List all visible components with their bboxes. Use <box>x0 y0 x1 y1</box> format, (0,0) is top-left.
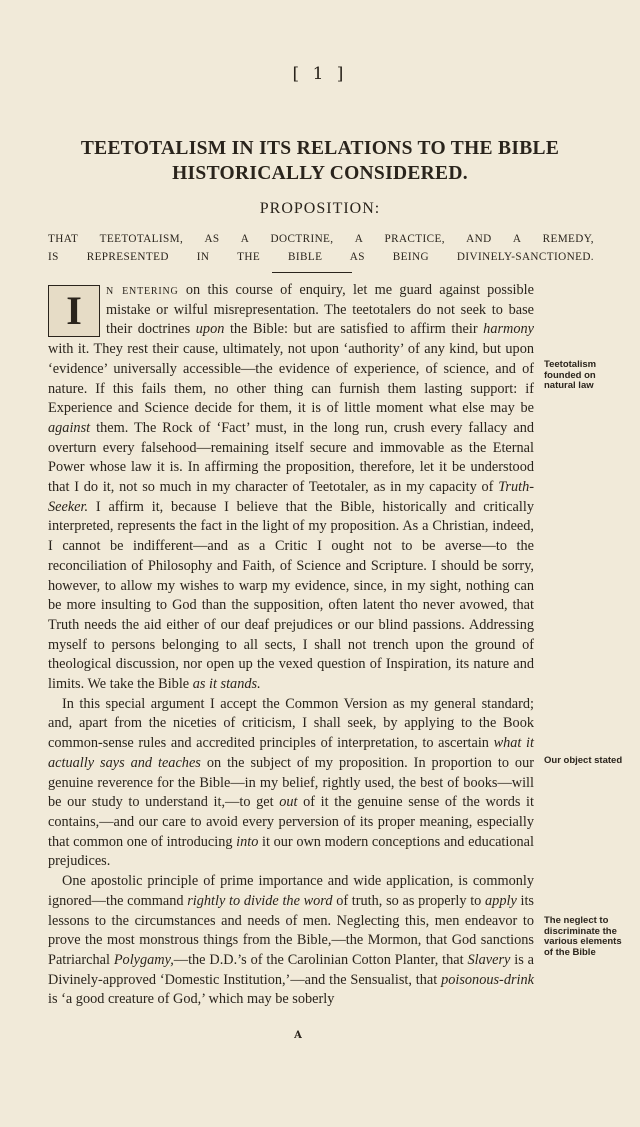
opening-words: n entering <box>106 282 179 298</box>
body-text <box>48 281 534 1010</box>
chapter-title-line-2: HISTORICALLY CONSIDERED. <box>172 163 468 184</box>
drop-cap: I <box>48 285 100 337</box>
paragraph-3: One apostolic principle of prime importance and wide application, is commonly ignored—the command rightly to divide the word of truth, so as properly to apply its lessons to the circumstances and needs of men. Neglecting this, men endeavor to prove the most monstrous things from the Bible,—the Mormon, that God sanctions Patriarchal Polygamy,—the D.D.’s of the Carolinian Cotton Planter, that Slavery is a Divinely-approved ‘Domestic Institution,’—and the Sensualist, that poisonous-drink is ‘a good creature of God,’ which may be soberly <box>48 873 535 1008</box>
proposition-line-1: THAT TEETOTALISM, AS A DOCTRINE, A PRACTICE, AND A REMEDY, <box>48 233 594 245</box>
paragraph-1: I n entering on this course of enquiry, let me guard against possible mistake or wilful misrepresentation. The teetotalers do not seek to base their doctrines upon the Bible: but are satisfied to affirm their harmony with it. They rest their cause, ultimately, not upon ‘authority’ of any kind, but upon ‘evidence’ universally accessible—the evidence of experience, of science, and of nature. If this fails them, no other thing can furnish them lasting support: if Experience and Science decide for them, it is of little moment what else may be against them. The Rock of ‘Fact’ must, in the long run, crush every fallacy and overturn every falsehood—remaining itself secure and immovable as the Eternal Power whose law it is. In affirming the proposition, therefore, let it be understood that I do it, not so much in my character of Teetotaler, as in my capacity of Truth-Seeker. I affirm it, because I believe that the Bible, historically and critically interpreted, represents the fact in the light of my proposition. As a Christian, indeed, I cannot be indifferent—and as a Critic I ought not to be averse—to the reconciliation of Philosophy and Faith, of Science and Scripture. I should be sorry, however, to allow my wishes to warp my evidence, since, in my sight, nothing can be more insulting to God than the supposition, often latent tho never avowed, that Truth needs the aid either of our deaf prejudices or our blind passions. Addressing myself to persons belonging to all sects, I shall not trench upon the ground of theological discussion, nor open up the vexed question of Inspiration, its nature and limits. We take the Bible as it stands. <box>48 282 534 693</box>
chapter-title-line-1: TEETOTALISM IN ITS RELATIONS TO THE BIBLE <box>80 138 560 159</box>
proposition-line-2: IS REPRESENTED IN THE BIBLE AS BEING DIVINELY-SANCTIONED. <box>48 251 594 263</box>
proposition-statement <box>48 230 594 266</box>
section-divider <box>272 272 352 273</box>
margin-note-bible-elements: The neglect to discriminate the various elements of the Bible <box>544 915 622 958</box>
margin-note-object-stated: Our object stated <box>544 755 623 766</box>
chapter-title <box>40 136 600 186</box>
page-number: [ 1 ] <box>292 64 348 84</box>
margin-note-natural-law: Teetotalism founded on natural law <box>544 359 597 391</box>
paragraph-2: In this special argument I accept the Common Version as my general standard; and, apart from the niceties of criticism, I shall seek, by applying to the Book common-sense rules and accredited principles of interpretation, to ascertain what it actually says and teaches on the subject of my proposition. In proportion to our genuine reverence for the Bible—in my belief, rightly used, the best of books—will be our study to understand it,—to get out of it the genuine sense of the words it contains,—and our care to avoid every perversion of its proper meaning, especially that common one of introducing into it our own modern conceptions and educational prejudices. <box>48 695 534 870</box>
signature-mark: A <box>294 1030 302 1041</box>
proposition-heading: PROPOSITION: <box>259 200 381 217</box>
